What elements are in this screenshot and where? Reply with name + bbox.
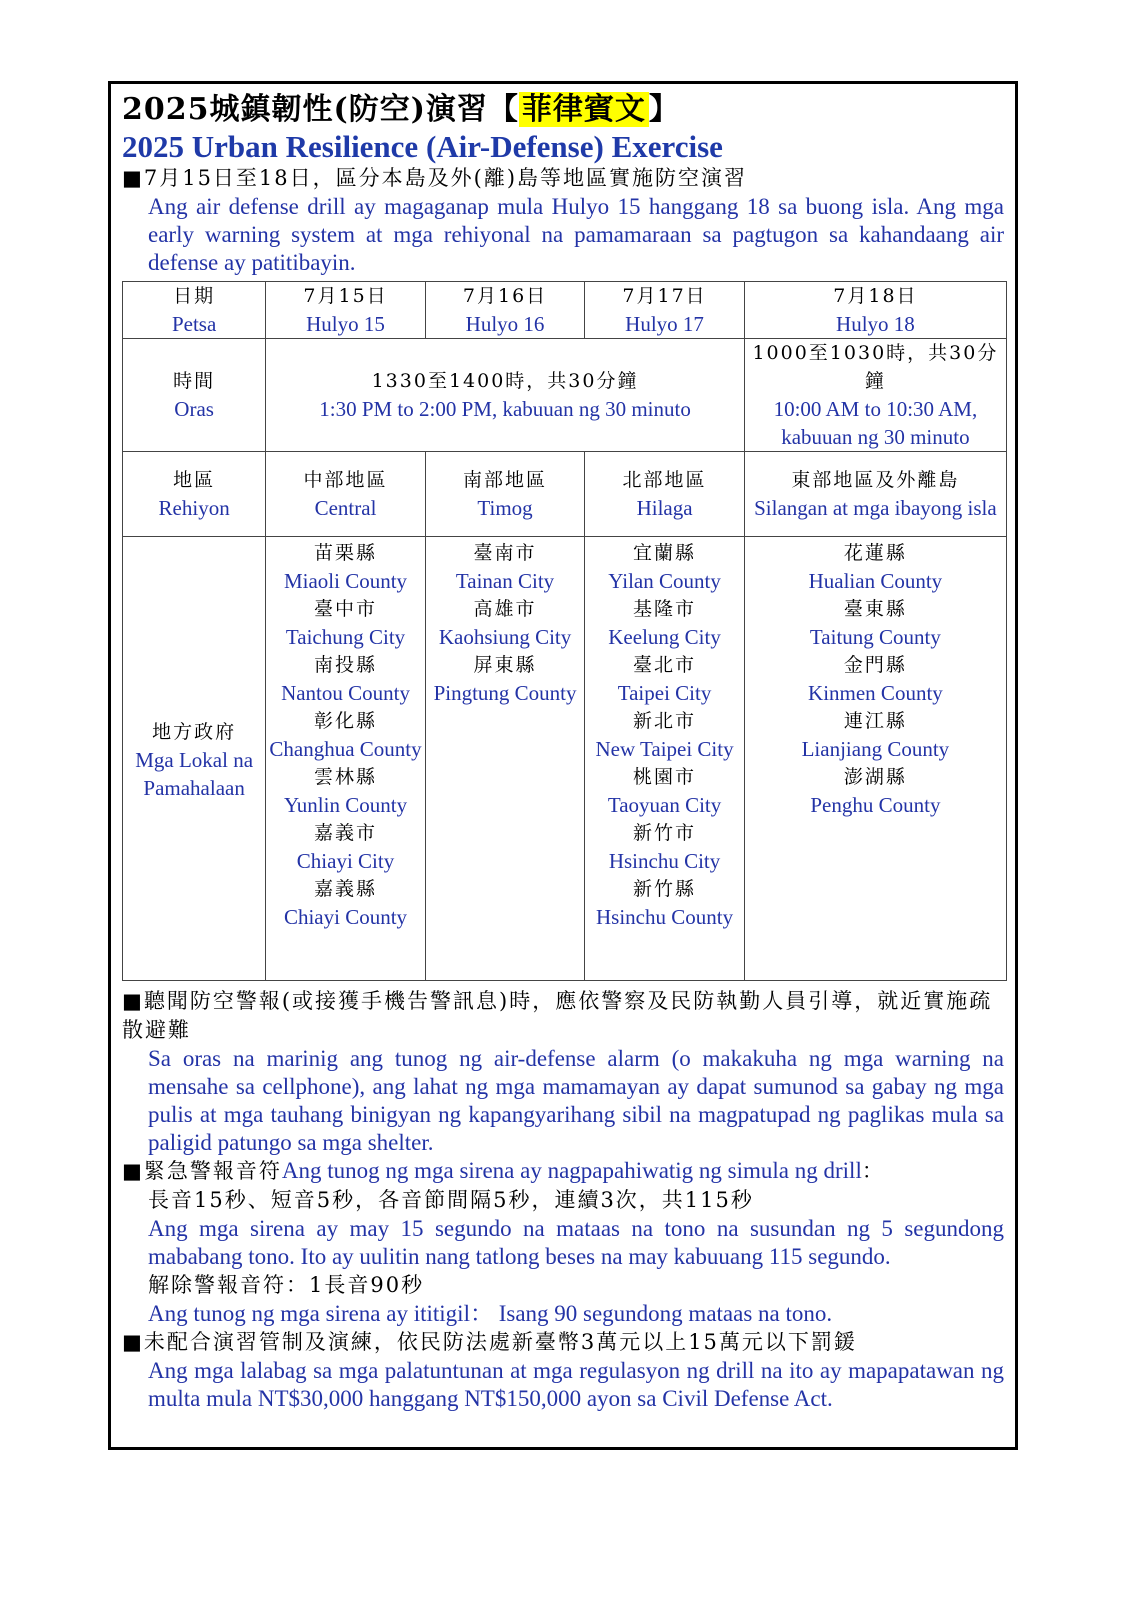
time-cell-b: 1000至1030時，共30分鐘 10:00 AM to 10:30 AM, kabuuan ng 30 minuto [744,339,1006,452]
gov-list-cell [266,537,426,981]
gov-name-zh: 花蓮縣 [843,542,907,564]
gov-name-en: Taoyuan City [607,793,722,817]
release-zh: 解除警報音符：1長音90秒 [148,1273,425,1297]
gov-name-en: Yunlin County [283,793,408,817]
gov-name-en: Yilan County [608,569,721,593]
gov-name-zh: 基隆市 [633,598,697,620]
date-cell: 7月16日 Hulyo 16 [425,282,585,339]
evacuation-zh: ■聽聞防空警報(或接獲手機告警訊息)時，應依警察及民防執勤人員引導，就近實施疏散避難 [122,989,993,1042]
gov-name-en: Taipei City [617,681,712,705]
date-cell: 7月18日 Hulyo 18 [744,282,1006,339]
penalty-en: Ang mga lalabag sa mga palatuntunan at mga regulasyon ng drill na ito ay mapapatawan ng multa mula NT$30,000 hanggang NT$150,000 ayon sa Civil Defense Act. [148,1358,1004,1411]
gov-label-cell: 地方政府 Mga Lokal na Pamahalaan [123,537,266,981]
region-row [123,452,1007,537]
document-frame [108,81,1018,1450]
gov-name-zh: 新竹市 [633,822,697,844]
intro-en: Ang air defense drill ay magaganap mula Hulyo 15 hanggang 18 sa buong isla. Ang mga early warning system at mga rehiyonal na pamamaraan sa pagtugon sa kahandaang air defense ay patitibayin. [148,194,1004,275]
gov-name-zh: 連江縣 [843,710,907,732]
gov-name-zh: 桃園市 [633,766,697,788]
signal-heading: ■緊急警報音符Ang tunog ng mga sirena ay nagpapahiwatig ng simula ng drill： [122,1158,885,1183]
gov-name-en: Keelung City [608,625,721,649]
schedule-table [122,281,1007,981]
gov-name-zh: 南投縣 [314,654,378,676]
gov-name-zh: 嘉義縣 [314,878,378,900]
gov-name-zh: 澎湖縣 [843,766,907,788]
page-title-zh: 2025城鎮韌性(防空)演習【 菲律賓文 】 [122,92,680,127]
gov-name-en: Kinmen County [808,681,943,705]
gov-name-en: Tainan City [455,569,555,593]
date-label-cell: 日期 Petsa [123,282,266,339]
gov-name-en: Pingtung County [433,681,577,705]
page-title-en: 2025 Urban Resilience (Air-Defense) Exercise [122,129,723,164]
gov-name-zh: 臺南市 [473,542,537,564]
gov-name-en: Taichung City [285,625,406,649]
time-row [123,339,1007,452]
gov-list-cell [744,537,1006,981]
gov-name-zh: 新竹縣 [633,878,697,900]
region-cell: 南部地區 Timog [425,452,585,537]
gov-name-en: Taitung County [809,625,941,649]
gov-name-zh: 屏東縣 [473,654,537,676]
region-cell: 中部地區 Central [266,452,426,537]
gov-name-zh: 臺北市 [633,654,697,676]
gov-name-en: Hsinchu City [608,849,721,873]
gov-list-cell [585,537,745,981]
gov-name-en: Chiayi City [296,849,395,873]
gov-name-en: Miaoli County [283,569,408,593]
gov-name-en: Hualian County [808,569,943,593]
gov-name-en: Penghu County [810,793,941,817]
date-cell: 7月17日 Hulyo 17 [585,282,745,339]
gov-name-en: Kaohsiung City [438,625,572,649]
gov-name-en: New Taipei City [595,737,734,761]
gov-name-en: Nantou County [281,681,410,705]
intro-zh: ■7月15日至18日，區分本島及外(離)島等地區實施防空演習 [122,166,748,190]
date-row [123,282,1007,339]
gov-name-zh: 彰化縣 [314,710,378,732]
region-label-cell: 地區 Rehiyon [123,452,266,537]
time-cell-a: 1330至1400時，共30分鐘 1:30 PM to 2:00 PM, kabuuan ng 30 minuto [266,339,745,452]
signal-detail-zh: 長音15秒、短音5秒，各音節間隔5秒，連續3次，共115秒 [148,1188,754,1212]
gov-name-zh: 新北市 [633,710,697,732]
gov-list-cell [425,537,585,981]
region-cell: 東部地區及外離島 Silangan at mga ibayong isla [744,452,1006,537]
gov-name-en: Chiayi County [283,905,408,929]
gov-name-zh: 雲林縣 [314,766,378,788]
gov-row [123,537,1007,981]
gov-name-zh: 臺中市 [314,598,378,620]
region-cell: 北部地區 Hilaga [585,452,745,537]
gov-name-zh: 臺東縣 [843,598,907,620]
gov-name-en: Hsinchu County [596,905,734,929]
gov-name-zh: 苗栗縣 [314,542,378,564]
release-en: Ang tunog ng mga sirena ay ititigil： Isang 90 segundong mataas na tono. [148,1301,833,1326]
penalty-zh: ■未配合演習管制及演練，依民防法處新臺幣3萬元以上15萬元以下罰鍰 [122,1330,857,1354]
date-cell: 7月15日 Hulyo 15 [266,282,426,339]
signal-detail-en: Ang mga sirena ay may 15 segundo na mataas na tono na susundan ng 5 segundong mababang tono. Ito ay uulitin nang tatlong beses na may kabuuang 115 segundo. [148,1216,1004,1269]
evacuation-en: Sa oras na marinig ang tunog ng air-defense alarm (o makakuha ng mga warning na mensahe sa cellphone), ang lahat ng mga mamamayan ay dapat sumunod sa gabay ng mga pulis at mga tauhang binigyan ng kapangyarihang sibil na magpatupad ng paglikas mula sa paligid patungo sa mga shelter. [148,1046,1004,1155]
gov-name-zh: 宜蘭縣 [633,542,697,564]
gov-name-zh: 嘉義市 [314,822,378,844]
time-label-cell: 時間 Oras [123,339,266,452]
gov-name-en: Changhua County [269,737,422,761]
gov-name-zh: 高雄市 [473,598,537,620]
language-highlight: 菲律賓文 [519,92,649,127]
gov-name-zh: 金門縣 [843,654,907,676]
gov-name-en: Lianjiang County [801,737,950,761]
